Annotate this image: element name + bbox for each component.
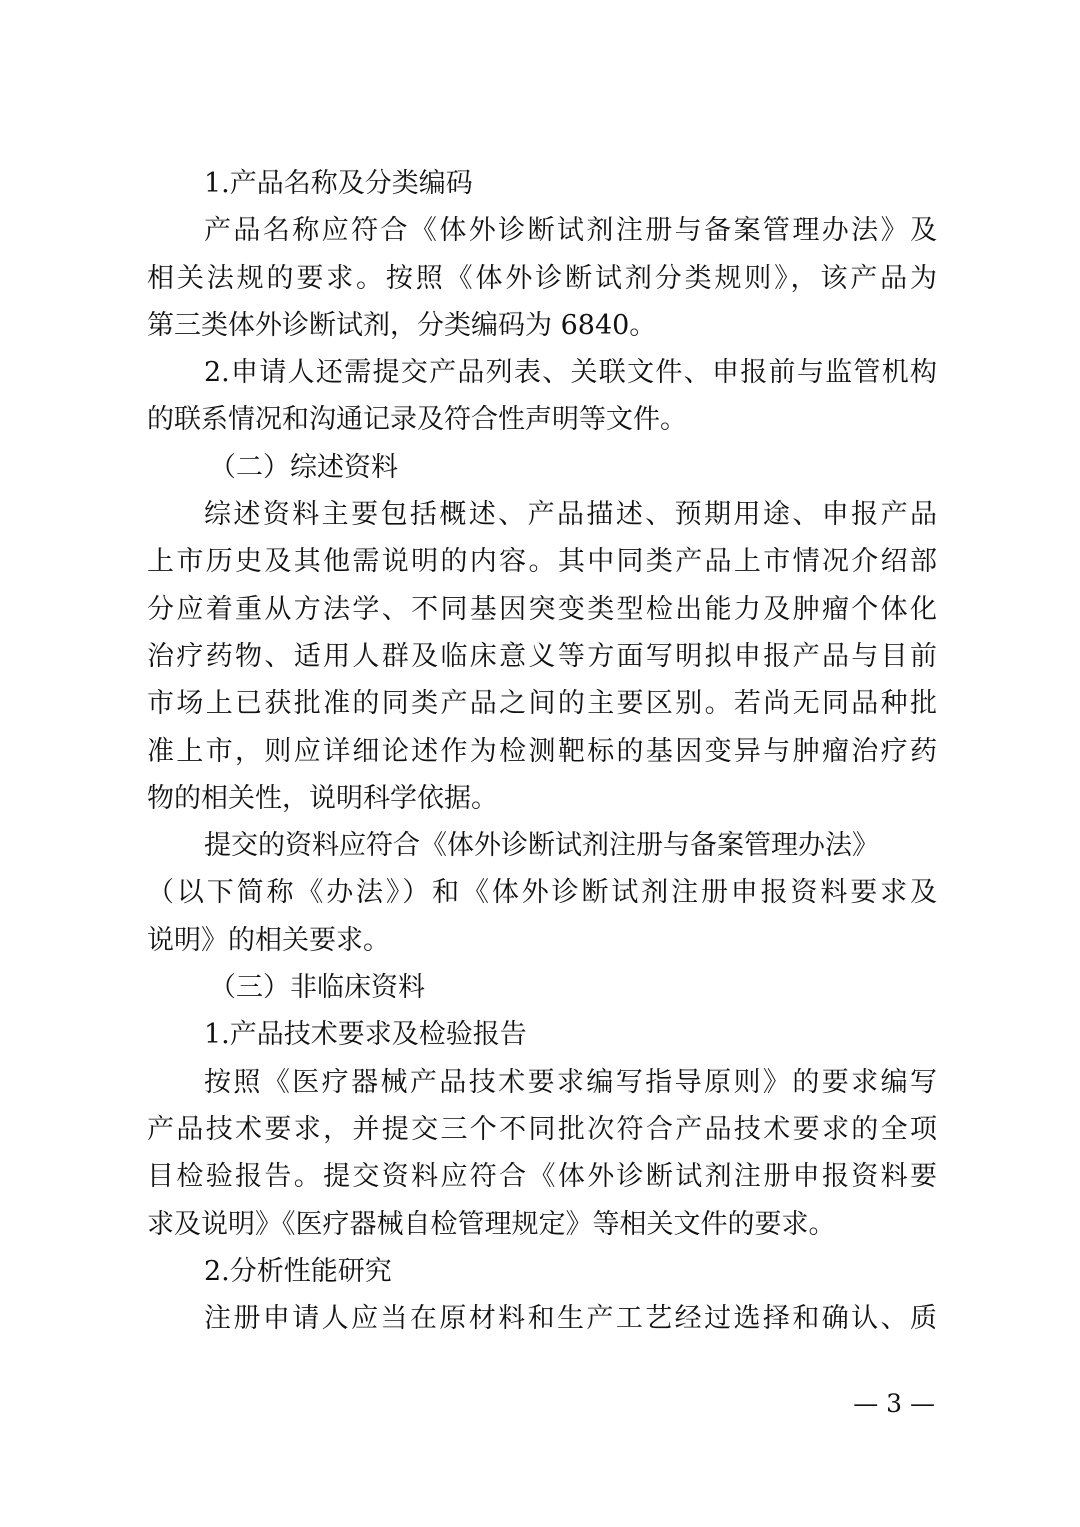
paragraph-line: 提交的资料应符合《体外诊断试剂注册与备案管理办法》	[204, 830, 879, 862]
page-number: — 3 —	[853, 1389, 935, 1418]
paragraph-line: 注册申请人应当在原材料和生产工艺经过选择和确认、质	[204, 1303, 937, 1335]
section-heading-summary: （二）综述资料	[209, 451, 398, 483]
paragraph-line: 分应着重从方法学、不同基因突变类型检出能力及肿瘤个体化	[147, 593, 937, 625]
paragraph-line: 治疗药物、适用人群及临床意义等方面写明拟申报产品与目前	[147, 640, 937, 672]
paragraph-line: 说明》的相关要求。	[147, 924, 390, 956]
paragraph-line: 上市历史及其他需说明的内容。其中同类产品上市情况介绍部	[147, 546, 937, 578]
paragraph-line: 产品技术要求，并提交三个不同批次符合产品技术要求的全项	[147, 1113, 937, 1145]
paragraph-line: 按照《医疗器械产品技术要求编写指导原则》的要求编写	[204, 1066, 937, 1098]
paragraph-line: 市场上已获批准的同类产品之间的主要区别。若尚无同品种批	[147, 688, 937, 720]
paragraph-line: 物的相关性，说明科学依据。	[147, 782, 498, 814]
paragraph-line: （以下简称《办法》）和《体外诊断试剂注册申报资料要求及	[147, 877, 937, 909]
paragraph-line: 求及说明》《医疗器械自检管理规定》等相关文件的要求。	[147, 1208, 836, 1240]
paragraph-line: 产品名称应符合《体外诊断试剂注册与备案管理办法》及	[204, 215, 937, 247]
paragraph-line: 准上市，则应详细论述作为检测靶标的基因变异与肿瘤治疗药	[147, 735, 937, 767]
paragraph-line: 目检验报告。提交资料应符合《体外诊断试剂注册申报资料要	[147, 1161, 937, 1193]
subsection-heading-product-name: 1.产品名称及分类编码	[204, 168, 473, 199]
paragraph-line: 2.申请人还需提交产品列表、关联文件、申报前与监管机构	[204, 357, 937, 389]
paragraph-line: 第三类体外诊断试剂，分类编码为 6840。	[147, 309, 657, 341]
paragraph-line: 综述资料主要包括概述、产品描述、预期用途、申报产品	[204, 499, 937, 531]
subsection-heading-technical-requirements: 1.产品技术要求及检验报告	[204, 1019, 527, 1051]
paragraph-line: 的联系情况和沟通记录及符合性声明等文件。	[147, 404, 687, 436]
document-body	[147, 160, 937, 1342]
section-heading-nonclinical: （三）非临床资料	[209, 972, 425, 1004]
paragraph-line: 相关法规的要求。按照《体外诊断试剂分类规则》，该产品为	[147, 262, 937, 294]
subsection-heading-analytical-performance: 2.分析性能研究	[204, 1255, 392, 1287]
